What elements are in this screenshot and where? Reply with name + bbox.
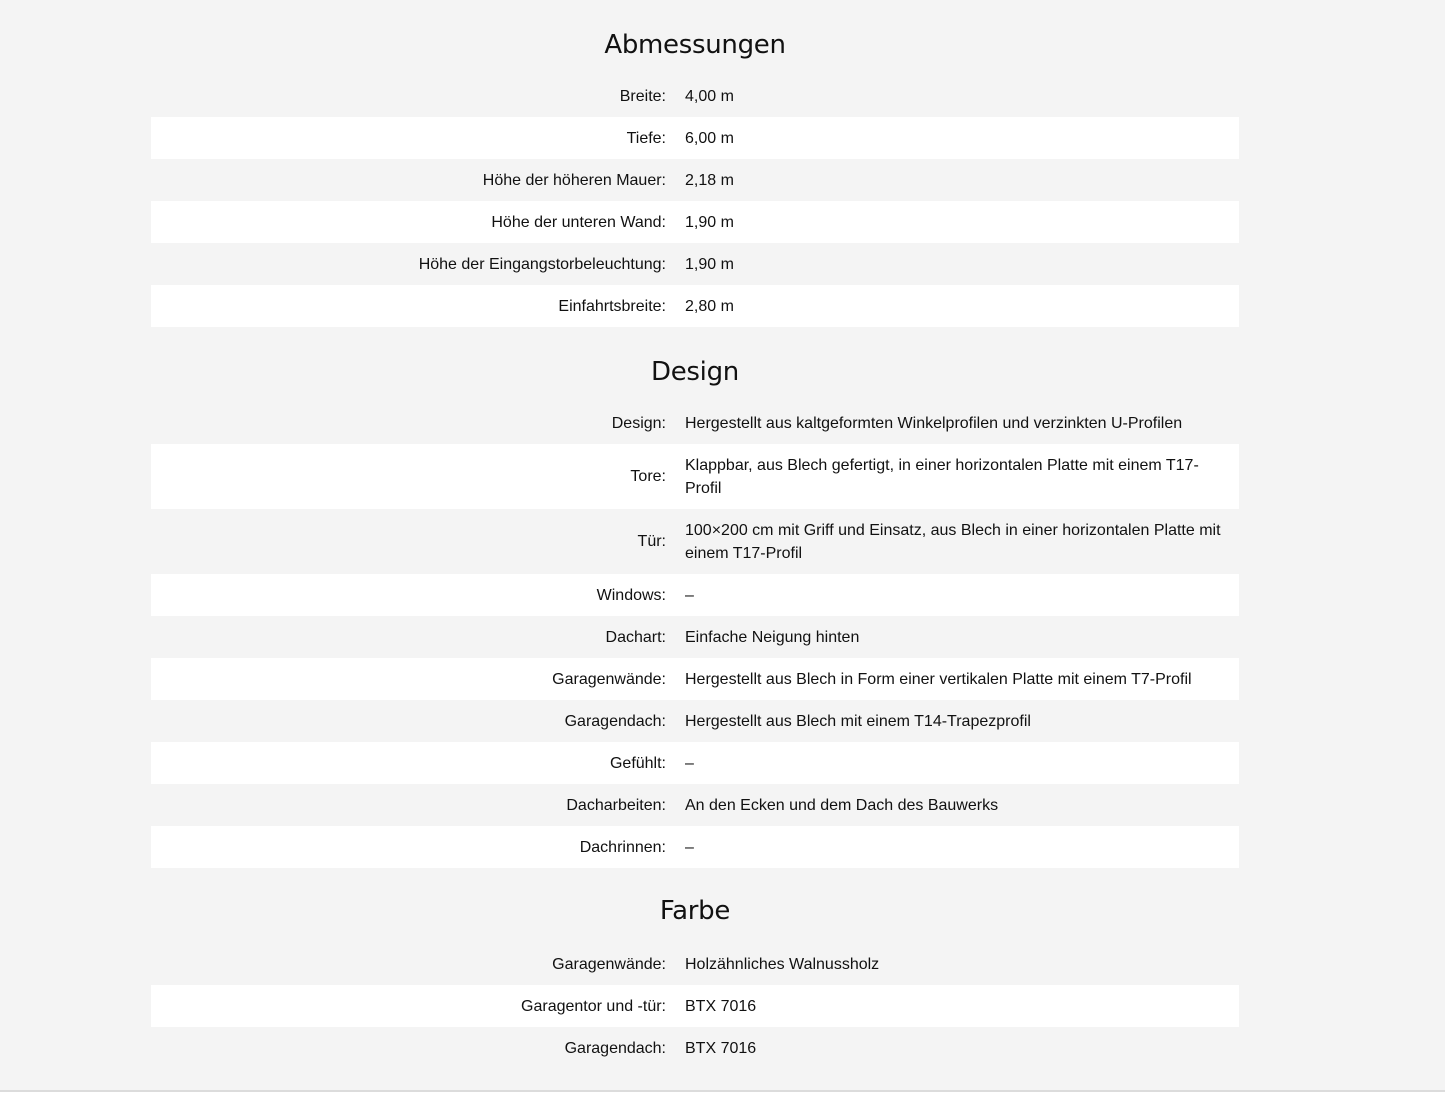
section-title-dimensions: Abmessungen [604, 30, 786, 60]
spec-value: Hergestellt aus Blech mit einem T14-Trapezprofil [685, 712, 1031, 730]
spec-value: – [685, 586, 694, 604]
spec-row-gutters [151, 826, 1239, 868]
spec-value: BTX 7016 [685, 997, 757, 1015]
spec-row-higher-wall [151, 159, 1239, 201]
spec-row-roof-type [151, 616, 1239, 658]
spec-label: Dachrinnen: [579, 838, 666, 856]
spec-row-gate-height [151, 243, 1239, 285]
spec-value: 100×200 cm mit Griff und Einsatz, aus Blech in einer horizontalen Platte mit einem T17-Profil [685, 521, 1221, 562]
spec-label: Garagenwände: [552, 670, 666, 688]
spec-row-depth [151, 117, 1239, 159]
spec-label: Höhe der Eingangstorbeleuchtung: [418, 255, 666, 273]
spec-row-lower-wall [151, 201, 1239, 243]
spec-row-gates [151, 444, 1239, 509]
spec-label: Höhe der unteren Wand: [491, 213, 666, 231]
footer-area [0, 1092, 1445, 1103]
spec-label: Dacharbeiten: [566, 796, 666, 814]
spec-row-wall-color [151, 943, 1239, 985]
spec-label: Windows: [596, 586, 666, 604]
spec-row-roof-color [151, 1027, 1239, 1069]
spec-value: 2,18 m [685, 171, 734, 189]
dimensions-section [151, 0, 1239, 327]
spec-row-door [151, 509, 1239, 574]
color-section [151, 868, 1239, 1069]
section-title-design: Design [651, 357, 739, 387]
spec-value: Klappbar, aus Blech gefertigt, in einer horizontalen Platte mit einem T17-Profil [685, 456, 1199, 497]
spec-label: Garagentor und -tür: [521, 997, 666, 1015]
spec-row-garage-walls [151, 658, 1239, 700]
spec-value: Hergestellt aus Blech in Form einer vertikalen Platte mit einem T7-Profil [685, 670, 1192, 688]
spec-label: Breite: [619, 87, 666, 105]
spec-row-windows [151, 574, 1239, 616]
spec-row-design [151, 402, 1239, 444]
spec-value: – [685, 754, 694, 772]
spec-value: – [685, 838, 694, 856]
spec-value: 1,90 m [685, 255, 734, 273]
spec-value: 4,00 m [685, 87, 734, 105]
spec-label: Dachart: [605, 628, 666, 646]
spec-row-felt [151, 742, 1239, 784]
spec-row-gate-color [151, 985, 1239, 1027]
spec-label: Garagendach: [564, 1039, 666, 1057]
spec-row-entrance-width [151, 285, 1239, 327]
spec-value: 6,00 m [685, 129, 734, 147]
spec-value: 2,80 m [685, 297, 734, 315]
spec-label: Tore: [630, 468, 666, 485]
spec-value: Holzähnliches Walnussholz [685, 955, 880, 973]
spec-value: 1,90 m [685, 213, 734, 231]
spec-label: Einfahrtsbreite: [558, 297, 666, 315]
spec-row-roof-work [151, 784, 1239, 826]
spec-row-width [151, 75, 1239, 117]
spec-label: Tiefe: [626, 129, 666, 147]
spec-label: Höhe der höheren Mauer: [482, 171, 666, 189]
spec-value: Hergestellt aus kaltgeformten Winkelprofilen und verzinkten U-Profilen [685, 414, 1183, 432]
design-section [151, 327, 1239, 868]
spec-value: Einfache Neigung hinten [685, 628, 860, 646]
spec-label: Garagenwände: [552, 955, 666, 973]
spec-value: BTX 7016 [685, 1039, 757, 1057]
spec-label: Design: [611, 414, 666, 432]
spec-value: An den Ecken und dem Dach des Bauwerks [685, 796, 999, 814]
section-title-color: Farbe [659, 896, 731, 926]
spec-label: Gefühlt: [609, 754, 666, 772]
spec-row-garage-roof [151, 700, 1239, 742]
spec-label: Tür: [637, 533, 666, 550]
spec-label: Garagendach: [564, 712, 666, 730]
